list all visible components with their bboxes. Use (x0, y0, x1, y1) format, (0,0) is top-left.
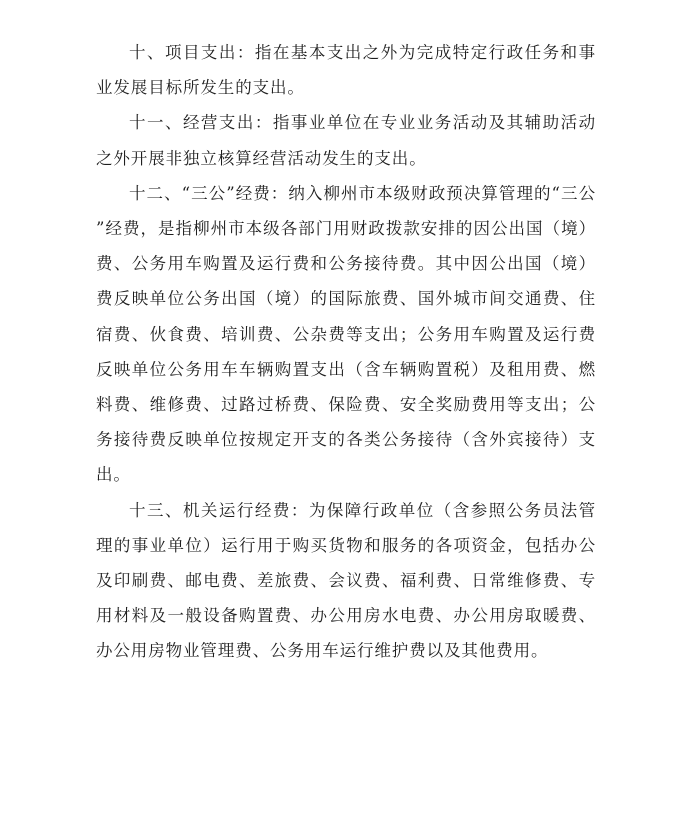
paragraph-agency-operating-funds: 十三、机关运行经费：为保障行政单位（含参照公务员法管理的事业单位）运行用于购买货物和服务的各项资金，包括办公及印刷费、邮电费、差旅费、会议费、福利费、日常维修费、专用材料及一般设备购置费、办公用房水电费、办公用房取暖费、办公用房物业管理费、公务用车运行维护费以及其他费用。 (96, 500, 596, 661)
paragraph-project-expenditure: 十、项目支出：指在基本支出之外为完成特定行政任务和事业发展目标所发生的支出。 (96, 43, 596, 98)
paragraph-operating-expenditure: 十一、经营支出：指事业单位在专业业务活动及其辅助活动之外开展非独立核算经营活动发生的支出。 (96, 113, 596, 168)
document-body (96, 35, 596, 669)
paragraph-three-public-expenses: 十二、“三公”经费：纳入柳州市本级财政预决算管理的“三公”经费，是指柳州市本级各部门用财政拨款安排的因公出国（境）费、公务用车购置及运行费和公务接待费。其中因公出国（境）费反映单位公务出国（境）的国际旅费、国外城市间交通费、住宿费、伙食费、培训费、公杂费等支出；公务用车购置及运行费反映单位公务用车车辆购置支出（含车辆购置税）及租用费、燃料费、维修费、过路过桥费、保险费、安全奖励费用等支出；公务接待费反映单位按规定开支的各类公务接待（含外宾接待）支出。 (96, 183, 596, 485)
